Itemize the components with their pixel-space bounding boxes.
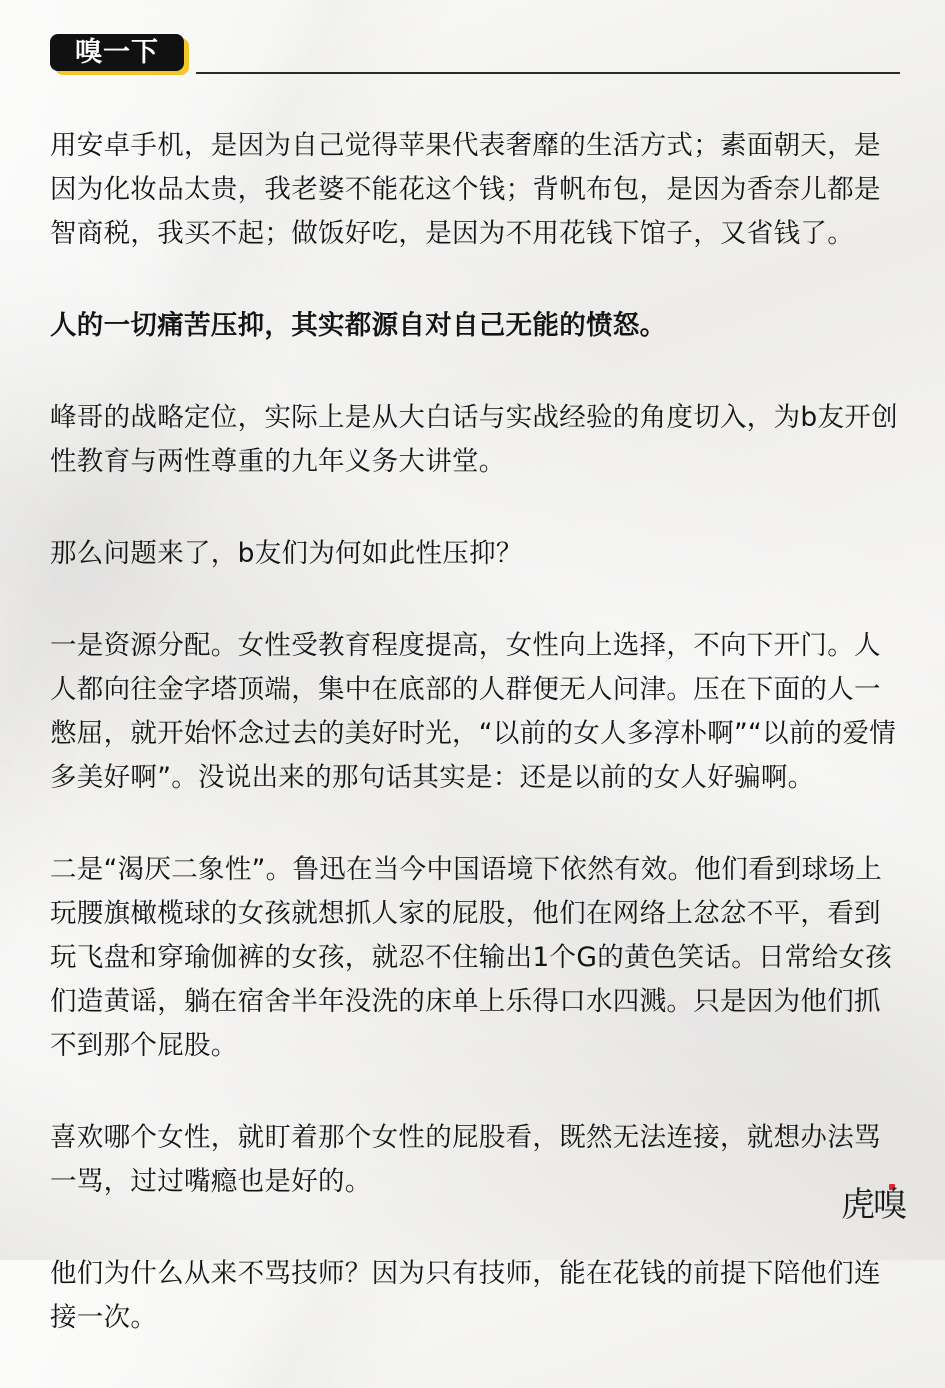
- paragraph: 他们为什么从来不骂技师？因为只有技师，能在花钱的前提下陪他们连接一次。: [50, 1258, 881, 1333]
- section-badge: [50, 34, 184, 71]
- highlight-paragraph: 人的一切痛苦压抑，其实都源自对自己无能的愤怒。: [50, 310, 667, 341]
- brand-logo: 虎嗅: [841, 1185, 905, 1225]
- article-body: [50, 124, 900, 1388]
- header: [50, 34, 900, 74]
- paragraph: 峰哥的战略定位，实际上是从大白话与实战经验的角度切入，为b友开创性教育与两性尊重的九年义务大讲堂。: [50, 402, 898, 477]
- paragraph: 喜欢哪个女性，就盯着那个女性的屁股看，既然无法连接，就想办法骂一骂，过过嘴瘾也是好的。: [50, 1122, 881, 1197]
- paragraph: 用安卓手机，是因为自己觉得苹果代表奢靡的生活方式；素面朝天，是因为化妆品太贵，我老婆不能花这个钱；背帆布包，是因为香奈儿都是智商税，我买不起；做饭好吃，是因为不用花钱下馆子，又省钱了。: [50, 130, 881, 249]
- badge-label: 嗅一下: [75, 37, 159, 68]
- paragraph: 那么问题来了，b友们为何如此性压抑？: [50, 538, 523, 569]
- paragraph: 二是“渴厌二象性”。鲁迅在当今中国语境下依然有效。他们看到球场上玩腰旗橄榄球的女孩就想抓人家的屁股，他们在网络上忿忿不平，看到玩飞盘和穿瑜伽裤的女孩，就忍不住输出1个G的黄色笑话。日常给女孩们造黄谣，躺在宿舍半年没洗的床单上乐得口水四溅。只是因为他们抓不到那个屁股。: [50, 854, 892, 1061]
- paragraph: 一是资源分配。女性受教育程度提高，女性向上选择，不向下开门。人人都向往金字塔顶端，集中在底部的人群便无人问津。压在下面的人一憋屈，就开始怀念过去的美好时光，“以前的女人多淳朴啊”“以前的爱情多美好啊”。没说出来的那句话其实是：还是以前的女人好骗啊。: [50, 630, 897, 793]
- header-divider: [196, 72, 900, 74]
